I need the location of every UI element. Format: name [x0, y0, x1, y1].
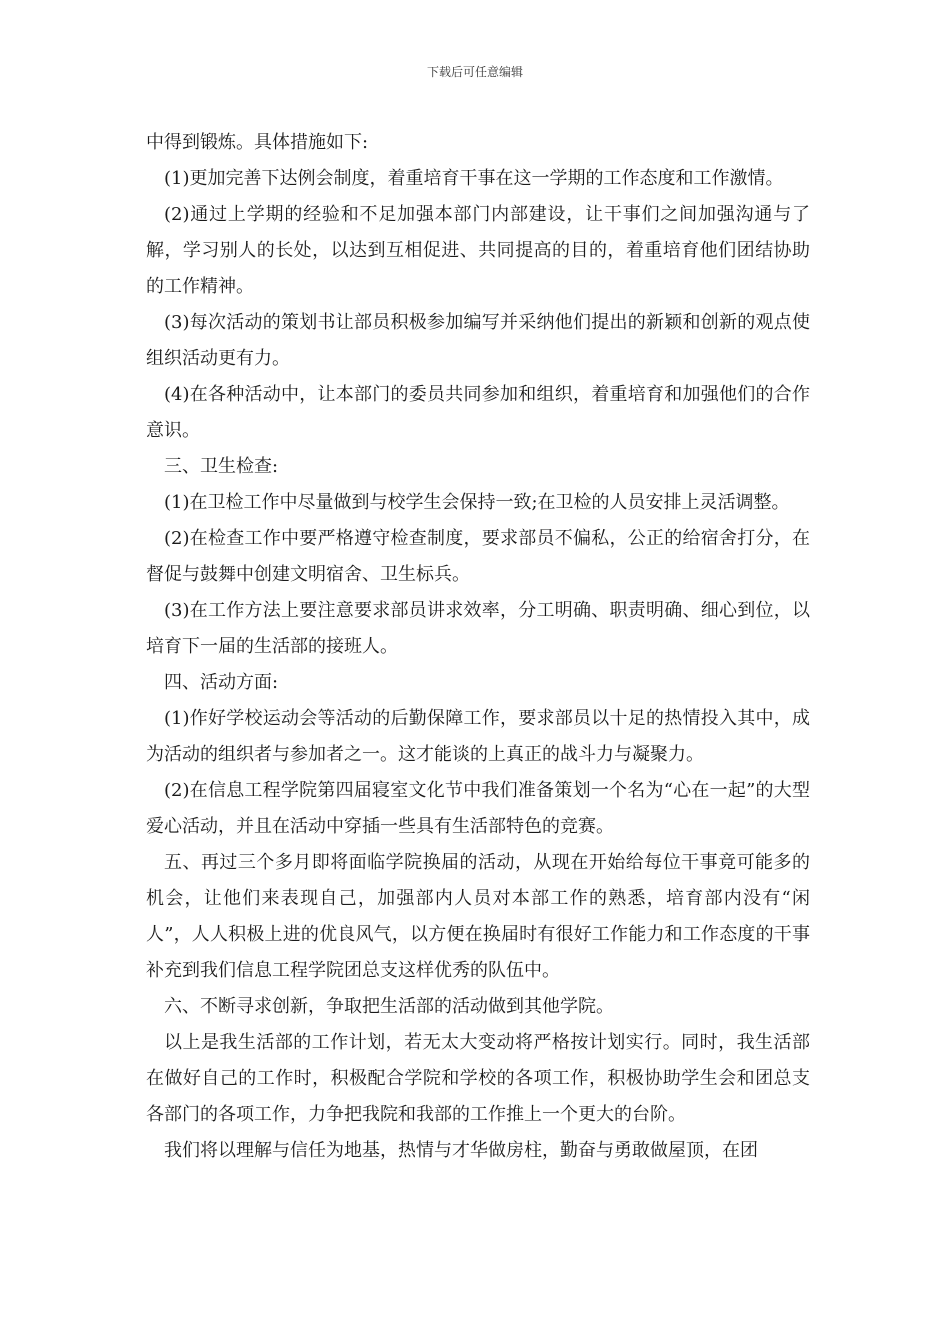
section-heading: 四、活动方面:: [164, 672, 279, 693]
paragraph: (1)在卫检工作中尽量做到与校学生会保持一致;在卫检的人员安排上灵活调整。: [164, 492, 790, 513]
paragraph: (2)通过上学期的经验和不足加强本部门内部建设，让干事们之间加强沟通与了解，学习别人的长处，以达到互相促进、共同提高的目的，着重培育他们团结协助的工作精神。: [146, 204, 810, 297]
paragraph: 五、再过三个多月即将面临学院换届的活动，从现在开始给每位干事竟可能多的机会，让他们来表现自己，加强部内人员对本部工作的熟悉，培育部内没有“闲人”，人人积极上进的优良风气，以方便在换届时有很好工作能力和工作态度的干事补充到我们信息工程学院团总支这样优秀的队伍中。: [146, 852, 810, 981]
paragraph: 我们将以理解与信任为地基，热情与才华做房柱，勤奋与勇敢做屋顶，在团: [164, 1140, 758, 1161]
paragraph: 以上是我生活部的工作计划，若无太大变动将严格按计划实行。同时，我生活部在做好自己的工作时，积极配合学院和学校的各项工作，积极协助学生会和团总支各部门的各项工作，力争把我院和我部的工作推上一个更大的台阶。: [146, 1032, 810, 1125]
paragraph: (3)每次活动的策划书让部员积极参加编写并采纳他们提出的新颖和创新的观点使组织活动更有力。: [146, 312, 810, 369]
document-body: [146, 125, 810, 1169]
section-heading: 三、卫生检查:: [164, 456, 279, 477]
page-header: 下载后可任意编辑: [426, 65, 523, 79]
paragraph: (1)作好学校运动会等活动的后勤保障工作，要求部员以十足的热情投入其中，成为活动的组织者与参加者之一。这才能谈的上真正的战斗力与凝聚力。: [146, 708, 810, 765]
paragraph: (1)更加完善下达例会制度，着重培育干事在这一学期的工作态度和工作激情。: [164, 168, 784, 189]
paragraph: (3)在工作方法上要注意要求部员讲求效率，分工明确、职责明确、细心到位，以培育下一届的生活部的接班人。: [146, 600, 810, 657]
paragraph: (2)在检查工作中要严格遵守检查制度，要求部员不偏私，公正的给宿舍打分，在督促与鼓舞中创建文明宿舍、卫生标兵。: [146, 528, 810, 585]
paragraph: 中得到锻炼。具体措施如下:: [146, 132, 369, 153]
paragraph: 六、不断寻求创新，争取把生活部的活动做到其他学院。: [164, 996, 614, 1017]
paragraph: (2)在信息工程学院第四届寝室文化节中我们准备策划一个名为“心在一起”的大型爱心活动，并且在活动中穿插一些具有生活部特色的竞赛。: [146, 780, 810, 837]
paragraph: (4)在各种活动中，让本部门的委员共同参加和组织，着重培育和加强他们的合作意识。: [146, 384, 810, 441]
